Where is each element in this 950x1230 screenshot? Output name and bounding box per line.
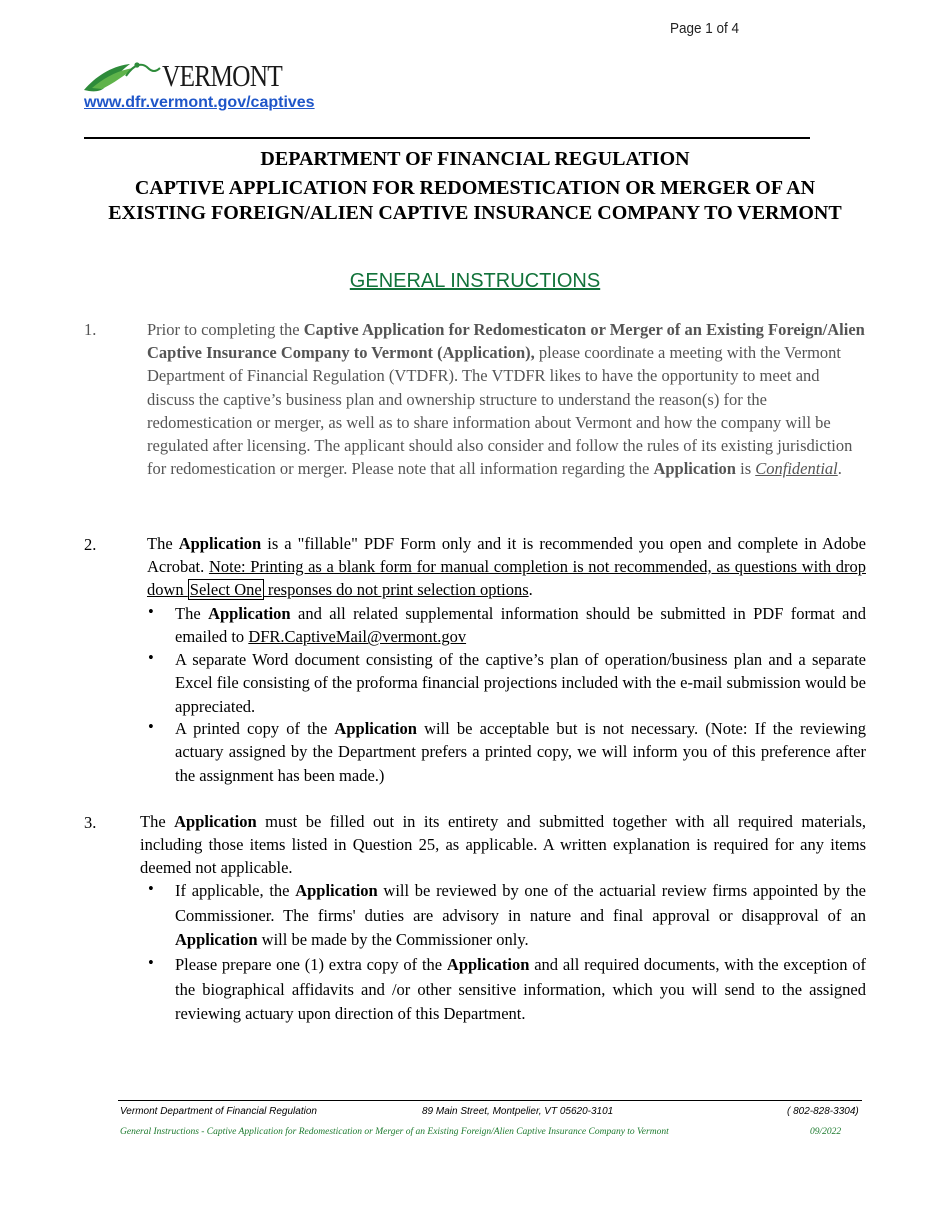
item-3-bullet-2: Please prepare one (1) extra copy of the Application and all required documents, with the exception of the biographical affidavits and /or other sensitive information, which you will send to the assigned reviewing actuary upon direction of this Department. — [175, 955, 866, 1023]
section-heading: GENERAL INSTRUCTIONS — [349, 270, 601, 292]
footer-divider — [118, 1100, 862, 1101]
bullet-icon: • — [148, 602, 154, 621]
footer-doc-title: General Instructions - Captive Application for Redomestication or Merger of an Existing Foreign/Alien Captive Insurance Company to Vermont — [120, 1127, 669, 1137]
bullet-icon: • — [148, 953, 154, 972]
item-2-number: 2. — [84, 535, 97, 554]
footer-org: Vermont Department of Financial Regulation — [120, 1106, 317, 1117]
bullet-icon: • — [148, 717, 154, 736]
vermont-logo-text: VERMONT — [162, 58, 282, 93]
confidential-text: Confidential — [755, 459, 838, 479]
item-2-bullet-2: A separate Word document consisting of the captive’s plan of operation/business plan and a separate Excel file consisting of the proforma financial projections included with the e-mail submission would be appreciated. — [175, 650, 866, 716]
bullet-icon: • — [148, 648, 154, 667]
bullet-icon: • — [148, 879, 154, 898]
item-3-bullet-1: If applicable, the Application will be reviewed by one of the actuarial review firms appointed by the Commissioner. The firms' duties are advisory in nature and final approval or disapproval of an Application will be made by the Commissioner only. — [175, 881, 867, 949]
header-divider — [84, 137, 810, 139]
footer-address: 89 Main Street, Montpelier, VT 05620-3101 — [422, 1106, 614, 1117]
email-link[interactable]: DFR.CaptiveMail@vermont.gov — [248, 627, 467, 647]
item-3-number: 3. — [84, 813, 97, 832]
footer-phone: ( 802-828-3304) — [787, 1106, 859, 1117]
item-2-bullet-3: A printed copy of the Application will be acceptable but is not necessary. (Note: If the reviewing actuary assigned by the Department prefers a printed copy, we will inform you of this preference after the assignment has been made.) — [175, 719, 866, 785]
application-title: CAPTIVE APPLICATION FOR REDOMESTICATION OR MERGER OF AN EXISTING FOREIGN/ALIEN CAPTIVE INSURANCE COMPANY TO VERMONT — [108, 177, 842, 224]
item-2-text: The Application is a "fillable" PDF Form only and it is recommended you open and complete in Adobe Acrobat. Note: Printing as a blank form for manual completion is not recommended, as questions with drop down Select One responses do not print selection options. — [147, 534, 867, 600]
department-title: DEPARTMENT OF FINANCIAL REGULATION — [260, 148, 690, 170]
item-1-text: Prior to completing the Captive Application for Redomesticaton or Merger of an Existing Foreign/Alien Captive Insurance Company to Vermont (Application), please coordinate a meeting with the Vermont Department of Financial Regulation (VTDFR). The VTDFR likes to have the opportunity to meet and discuss the captive’s business plan and ownership structure to understand the reason(s) for the redomestication or merger, as well as to share information about Vermont and how the company will be regulated after licensing. The applicant should also consider and follow the rules of its existing jurisdiction for redomestication or merger. Please note that all information regarding the Application is Confidential. — [147, 320, 865, 479]
item-2-bullet-1: The Application and all related supplemental information should be submitted in PDF format and emailed to DFR.CaptiveMail@vermont.gov — [175, 604, 866, 647]
select-one-box: Select One — [189, 580, 262, 600]
website-link[interactable]: www.dfr.vermont.gov/captives — [84, 94, 315, 111]
item-1-number: 1. — [84, 320, 97, 339]
item-3-text: The Application must be filled out in its entirety and submitted together with all required materials, including those items listed in Question 25, as applicable. A written explanation is required for any items deemed not applicable. — [140, 812, 866, 878]
footer-date: 09/2022 — [810, 1127, 842, 1137]
page-number: Page 1 of 4 — [670, 20, 740, 37]
